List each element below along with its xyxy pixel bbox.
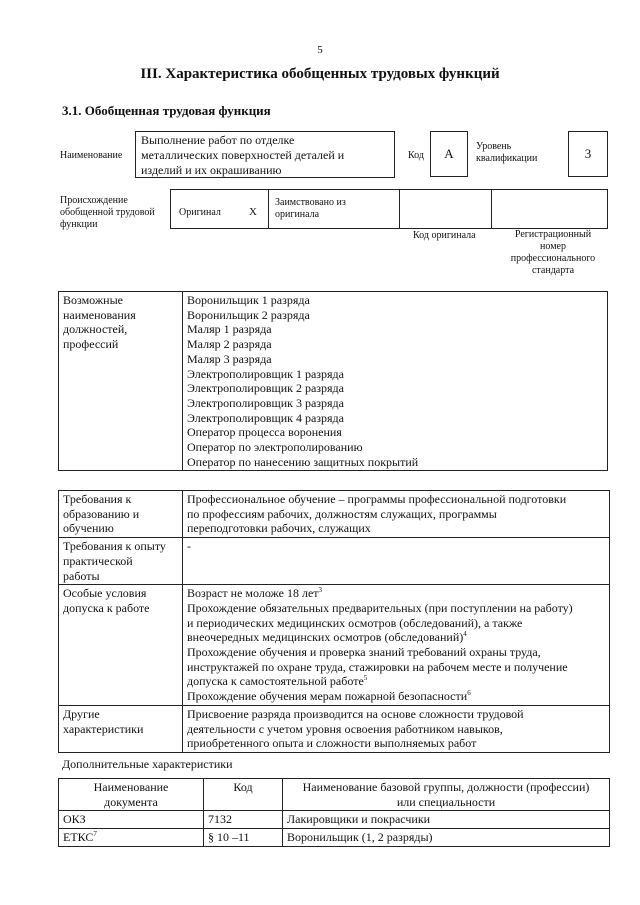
origin-divider — [491, 190, 492, 228]
function-name-line: металлических поверхностей деталей и — [141, 148, 345, 162]
reg-number-label — [500, 229, 606, 277]
value-line — [187, 586, 605, 601]
table-row — [59, 538, 610, 585]
list-item: Электрополировщик 2 разряда — [187, 381, 344, 396]
section-title: III. Характеристика обобщенных трудовых функций — [140, 66, 500, 82]
label-line: Требования к — [63, 492, 132, 506]
reg-number-label-line: профессионального — [510, 253, 596, 264]
subsection-title: 3.1. Обобщенная трудовая функция — [62, 103, 271, 118]
education-label — [59, 491, 183, 538]
table-row — [59, 811, 610, 829]
reg-number-label-line: стандарта — [531, 265, 575, 276]
list-item: Маляр 3 разряда — [187, 351, 272, 366]
list-item: Оператор процесса воронения — [187, 425, 342, 440]
original-label: Оригинал — [179, 207, 221, 218]
footnote-ref: 7 — [93, 830, 97, 839]
value-line: деятельности с учетом уровня освоения работником навыков, — [187, 721, 503, 736]
education-value — [183, 491, 610, 538]
experience-value: - — [183, 538, 610, 585]
page-number: 5 — [317, 44, 323, 56]
value-line — [187, 674, 605, 689]
label-line: образованию и — [63, 506, 140, 521]
value-line: Прохождение обучения и проверка знаний требований охраны труда, — [187, 645, 541, 660]
special-label — [59, 585, 183, 706]
header-line: Наименование — [93, 780, 169, 794]
footnote-ref: 3 — [318, 586, 323, 595]
value-line: Присвоение разряда производится на основе сложности трудовой — [187, 706, 524, 721]
safety-text: допуска к самостоятельной работе — [187, 674, 364, 689]
origin-label-line: Происхождение — [60, 195, 128, 206]
borrowed-label-line: оригинала — [275, 209, 320, 220]
other-label — [59, 705, 183, 752]
table-row — [59, 292, 608, 471]
list-item: Воронильщик 2 разряда — [187, 307, 310, 322]
positions-label — [59, 292, 183, 471]
value-line: Профессиональное обучение – программы профессиональной подготовки — [187, 492, 567, 506]
table-row — [59, 829, 610, 847]
value-line: и периодических медицинских осмотров (обследований), а также — [187, 615, 523, 630]
function-name-line: Выполнение работ по отделке — [141, 133, 295, 147]
table-row — [59, 779, 610, 811]
col-code-header: Код — [204, 779, 283, 811]
name-cell: Воронильщик (1, 2 разряды) — [283, 829, 610, 847]
doc-text: ОКЗ — [63, 812, 86, 827]
function-name-box — [135, 131, 395, 178]
positions-label-line: должностей, — [63, 322, 128, 337]
list-item: Воронильщик 1 разряда — [187, 293, 310, 307]
label-line: Особые условия — [63, 586, 147, 601]
origin-divider — [399, 190, 400, 228]
fire-text: Прохождение обучения мерам пожарной безопасности — [187, 689, 468, 704]
origin-label-line: обобщенной трудовой — [60, 207, 155, 218]
positions-label-line: профессий — [63, 337, 119, 352]
header-line: документа — [104, 794, 158, 809]
col-name-header — [283, 779, 610, 811]
doc-text: ЕТКС — [63, 830, 94, 845]
level-label-line: квалификации — [476, 153, 538, 164]
level-label — [476, 141, 537, 165]
list-item: Оператор по электрополированию — [187, 440, 363, 455]
list-item: Электрополировщик 3 разряда — [187, 395, 344, 410]
other-value — [183, 705, 610, 752]
additional-table — [58, 778, 610, 847]
code-value: А — [430, 131, 468, 177]
origin-divider — [268, 190, 269, 228]
footnote-ref: 5 — [363, 674, 368, 683]
list-item: Оператор по нанесению защитных покрытий — [187, 454, 419, 469]
reg-number-label-line: номер — [540, 241, 566, 252]
code-label: Код — [408, 150, 424, 161]
origin-label — [60, 195, 155, 231]
header-line: Наименование базовой группы, должности (профессии) — [302, 780, 590, 794]
footnote-ref: 4 — [463, 630, 467, 639]
list-item: Маляр 2 разряда — [187, 337, 272, 352]
borrowed-label — [275, 197, 346, 221]
experience-label — [59, 538, 183, 585]
table-row — [59, 491, 610, 538]
col-doc-header — [59, 779, 204, 811]
reg-number-label-line: Регистрационный — [514, 229, 592, 240]
value-line — [187, 689, 605, 704]
label-line: работы — [63, 568, 100, 583]
name-cell: Лакировщики и покрасчики — [283, 811, 610, 829]
label-line: Другие — [63, 706, 100, 721]
footnote-ref: 6 — [467, 689, 471, 698]
label-line: характеристики — [63, 721, 144, 736]
label-line: допуска к работе — [63, 600, 150, 615]
doc-cell — [59, 811, 204, 829]
original-mark: X — [249, 206, 257, 218]
name-label: Наименование — [60, 150, 123, 161]
requirements-table — [58, 490, 610, 753]
value-line: приобретенного опыта и сложности выполняемых работ — [187, 736, 477, 751]
value-line: Прохождение обязательных предварительных (при поступлении на работу) — [187, 600, 573, 615]
origin-label-line: функции — [60, 219, 98, 230]
level-value: 3 — [568, 131, 608, 177]
doc-cell — [59, 829, 204, 847]
additional-title: Дополнительные характеристики — [62, 757, 233, 771]
positions-list — [183, 292, 608, 471]
level-label-line: Уровень — [476, 141, 512, 152]
value-line: инструктажей по охране труда, стажировки на рабочем месте и получение — [187, 659, 568, 674]
code-cell: 7132 — [204, 811, 283, 829]
code-cell: § 10 –11 — [204, 829, 283, 847]
table-row — [59, 705, 610, 752]
positions-label-line: наименования — [63, 307, 136, 322]
label-line: Требования к опыту — [63, 539, 166, 554]
positions-table — [58, 291, 608, 471]
label-line: обучению — [63, 521, 114, 536]
special-value — [183, 585, 610, 706]
list-item: Электрополировщик 1 разряда — [187, 366, 344, 381]
borrowed-label-line: Заимствовано из — [275, 197, 346, 208]
value-line: по профессиям рабочих, должностям служащих, программы — [187, 506, 497, 521]
list-item: Электрополировщик 4 разряда — [187, 410, 344, 425]
age-text: Возраст не моложе 18 лет — [187, 586, 319, 601]
code-original-label: Код оригинала — [413, 230, 476, 241]
function-name-line: изделий и их окрашиванию — [141, 163, 282, 177]
med-text: внеочередных медицинских осмотров (обследований) — [187, 630, 464, 645]
label-line: практической — [63, 553, 133, 568]
table-row — [59, 585, 610, 706]
value-line: переподготовки рабочих, служащих — [187, 521, 371, 536]
list-item: Маляр 1 разряда — [187, 322, 272, 337]
value-line — [187, 630, 605, 645]
positions-label-line: Возможные — [63, 293, 123, 307]
header-line: или специальности — [396, 794, 496, 809]
origin-table — [170, 189, 608, 229]
